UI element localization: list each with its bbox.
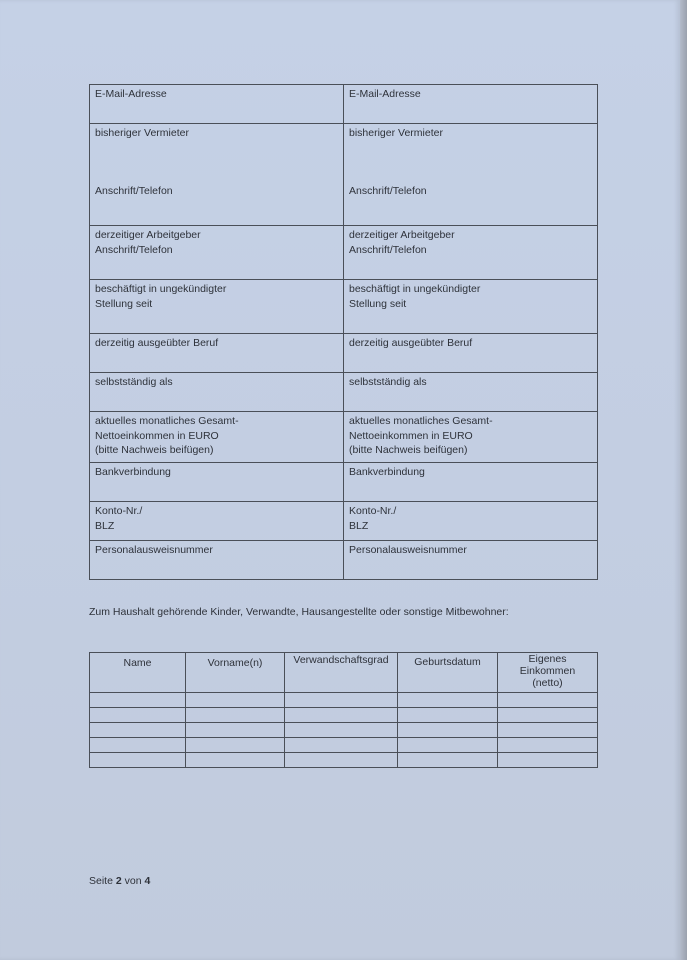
cell-landlord-2[interactable] — [344, 124, 598, 226]
table-cell[interactable] — [186, 738, 285, 753]
page-number — [89, 875, 150, 887]
table-cell[interactable] — [90, 753, 186, 768]
label: bisheriger Vermieter — [95, 127, 189, 139]
cell-landlord-1[interactable] — [90, 124, 344, 226]
table-cell[interactable] — [498, 708, 598, 723]
label: aktuelles monatliches Gesamt- Nettoeinkommen in EURO (bitte Nachweis beifügen) — [349, 415, 493, 456]
table-cell[interactable] — [90, 738, 186, 753]
cell-income-1[interactable] — [90, 412, 344, 463]
table-row — [90, 753, 598, 768]
label: derzeitig ausgeübter Beruf — [95, 337, 219, 349]
label: Bankverbindung — [95, 466, 171, 478]
label: derzeitig ausgeübter Beruf — [349, 337, 473, 349]
label: E-Mail-Adresse — [349, 88, 421, 100]
label: Personalausweisnummer — [349, 544, 467, 556]
table-cell[interactable] — [186, 708, 285, 723]
cell-email-2[interactable] — [344, 85, 598, 124]
header-name: Name — [90, 653, 186, 693]
total-pages: 4 — [144, 875, 151, 887]
table-cell[interactable] — [285, 723, 398, 738]
cell-id-number-1[interactable] — [90, 541, 344, 580]
label: Konto-Nr./ BLZ — [349, 505, 397, 532]
table-cell[interactable] — [285, 693, 398, 708]
cell-income-2[interactable] — [344, 412, 598, 463]
table-cell[interactable] — [498, 693, 598, 708]
table-cell[interactable] — [285, 708, 398, 723]
table-cell[interactable] — [398, 693, 498, 708]
cell-employer-1[interactable] — [90, 226, 344, 280]
applicant-form-table — [89, 84, 598, 580]
table-cell[interactable] — [398, 708, 498, 723]
label: bisheriger Vermieter — [349, 127, 443, 139]
cell-email-1[interactable] — [90, 85, 344, 124]
table-cell[interactable] — [498, 738, 598, 753]
row-employer — [90, 226, 598, 280]
row-income — [90, 412, 598, 463]
cell-bank-1[interactable] — [90, 463, 344, 502]
cell-employer-2[interactable] — [344, 226, 598, 280]
cell-account-2[interactable] — [344, 502, 598, 541]
row-employed-since — [90, 280, 598, 334]
label: E-Mail-Adresse — [95, 88, 167, 100]
header-own-income: Eigenes Einkommen (netto) — [498, 653, 598, 693]
header-birthdate: Geburtsdatum — [398, 653, 498, 693]
row-id-number — [90, 541, 598, 580]
row-account — [90, 502, 598, 541]
table-cell[interactable] — [398, 738, 498, 753]
cell-employed-since-2[interactable] — [344, 280, 598, 334]
cell-account-1[interactable] — [90, 502, 344, 541]
household-header-row — [90, 653, 598, 693]
label-address: Anschrift/Telefon — [349, 185, 427, 197]
label-address: Anschrift/Telefon — [95, 185, 173, 197]
page-label: Seite — [89, 875, 116, 887]
table-cell[interactable] — [398, 723, 498, 738]
table-row — [90, 723, 598, 738]
cell-bank-2[interactable] — [344, 463, 598, 502]
table-cell[interactable] — [398, 753, 498, 768]
cell-profession-2[interactable] — [344, 334, 598, 373]
household-table — [89, 652, 598, 768]
table-cell[interactable] — [186, 723, 285, 738]
row-email — [90, 85, 598, 124]
household-intro: Zum Haushalt gehörende Kinder, Verwandte, Hausangestellte oder sonstige Mitbewohner: — [89, 606, 509, 618]
label: beschäftigt in ungekündigter Stellung seit — [95, 283, 227, 310]
table-cell[interactable] — [90, 693, 186, 708]
row-landlord — [90, 124, 598, 226]
table-row — [90, 693, 598, 708]
table-cell[interactable] — [186, 693, 285, 708]
table-row — [90, 708, 598, 723]
table-cell[interactable] — [285, 738, 398, 753]
label: selbstständig als — [95, 376, 173, 388]
table-cell[interactable] — [285, 753, 398, 768]
header-relationship: Verwandschaftsgrad — [285, 653, 398, 693]
cell-self-employed-1[interactable] — [90, 373, 344, 412]
cell-self-employed-2[interactable] — [344, 373, 598, 412]
cell-id-number-2[interactable] — [344, 541, 598, 580]
cell-employed-since-1[interactable] — [90, 280, 344, 334]
label: derzeitiger Arbeitgeber Anschrift/Telefon — [349, 229, 455, 256]
label: Konto-Nr./ BLZ — [95, 505, 143, 532]
label: beschäftigt in ungekündigter Stellung seit — [349, 283, 481, 310]
header-first-names: Vorname(n) — [186, 653, 285, 693]
row-bank — [90, 463, 598, 502]
label: selbstständig als — [349, 376, 427, 388]
label: Bankverbindung — [349, 466, 425, 478]
table-row — [90, 738, 598, 753]
paper-edge — [680, 0, 687, 960]
table-cell[interactable] — [90, 723, 186, 738]
label: derzeitiger Arbeitgeber Anschrift/Telefon — [95, 229, 201, 256]
cell-profession-1[interactable] — [90, 334, 344, 373]
page-of: von — [121, 875, 145, 887]
row-profession — [90, 334, 598, 373]
current-page: 2 — [115, 875, 122, 887]
table-cell[interactable] — [498, 753, 598, 768]
table-cell[interactable] — [186, 753, 285, 768]
table-cell[interactable] — [90, 708, 186, 723]
label: Personalausweisnummer — [95, 544, 213, 556]
label: aktuelles monatliches Gesamt- Nettoeinkommen in EURO (bitte Nachweis beifügen) — [95, 415, 239, 456]
row-self-employed — [90, 373, 598, 412]
table-cell[interactable] — [498, 723, 598, 738]
